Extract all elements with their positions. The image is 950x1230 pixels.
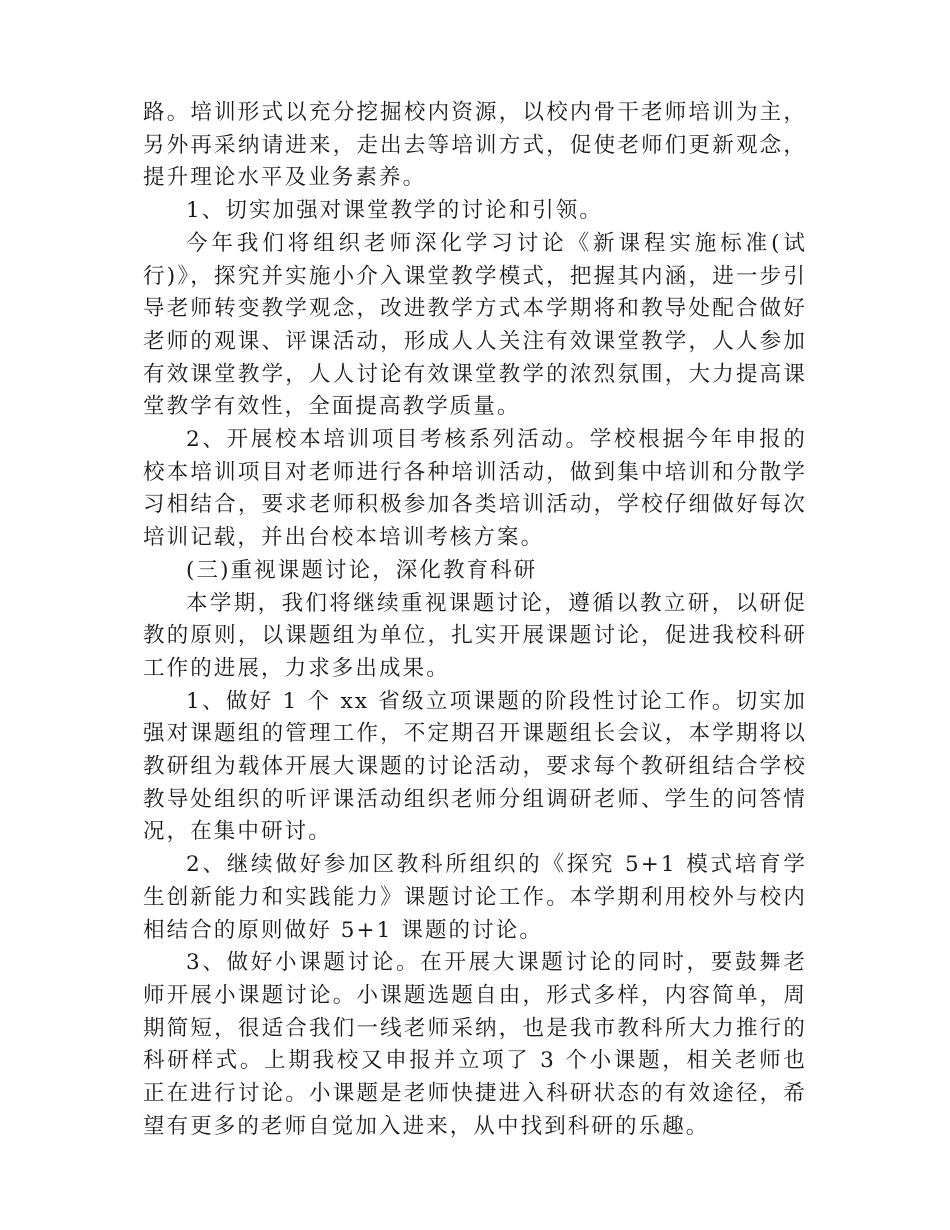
- paragraph-3: 今年我们将组织老师深化学习讨论《新课程实施标准(试行)》，探究并实施小介入课堂教学模式，把握其内涵，进一步引导老师转变教学观念，改进教学方式本学期将和教导处配合做好老师的观课、评课活动，形成人人关注有效课堂教学，人人参加有效课堂教学，人人讨论有效课堂教学的浓烈氛围，大力提高课堂教学有效性，全面提高教学质量。: [143, 230, 807, 420]
- document-page: [143, 97, 807, 1144]
- paragraph-9: 3、做好小课题讨论。在开展大课题讨论的同时，要鼓舞老师开展小课题讨论。小课题选题自由，形式多样，内容简单，周期简短，很适合我们一线老师采纳，也是我市教科所大力推行的科研样式。上期我校又申报并立项了 3 个小课题，相关老师也正在进行讨论。小课题是老师快捷进入科研状态的有效途径，希望有更多的老师自觉加入进来，从中找到科研的乐趣。: [143, 950, 807, 1139]
- paragraph-7: 1、做好 1 个 xx 省级立项课题的阶段性讨论工作。切实加强对课题组的管理工作，不定期召开课题组长会议，本学期将以教研组为载体开展大课题的讨论活动，要求每个教研组结合学校教导处组织的听评课活动组织老师分组调研老师、学生的问答情况，在集中研讨。: [143, 688, 807, 845]
- paragraph-6: 本学期，我们将继续重视课题讨论，遵循以教立研，以研促教的原则，以课题组为单位，扎实开展课题讨论，促进我校科研工作的进展，力求多出成果。: [143, 590, 807, 681]
- paragraph-2: 1、切实加强对课堂教学的讨论和引领。: [186, 198, 603, 224]
- paragraph-1: 路。培训形式以充分挖掘校内资源，以校内骨干老师培训为主，另外再采纳请进来，走出去等培训方式，促使老师们更新观念，提升理论水平及业务素养。: [143, 100, 807, 191]
- section-heading: (三)重视课题讨论，深化教育科研: [186, 557, 538, 583]
- paragraph-4: 2、开展校本培训项目考核系列活动。学校根据今年申报的校本培训项目对老师进行各种培训活动，做到集中培训和分散学习相结合，要求老师积极参加各类培训活动，学校仔细做好每次培训记载，并出台校本培训考核方案。: [143, 427, 807, 551]
- paragraph-8: 2、继续做好参加区教科所组织的《探究 5+1 模式培育学生创新能力和实践能力》课题讨论工作。本学期利用校外与校内相结合的原则做好 5+1 课题的讨论。: [143, 852, 807, 943]
